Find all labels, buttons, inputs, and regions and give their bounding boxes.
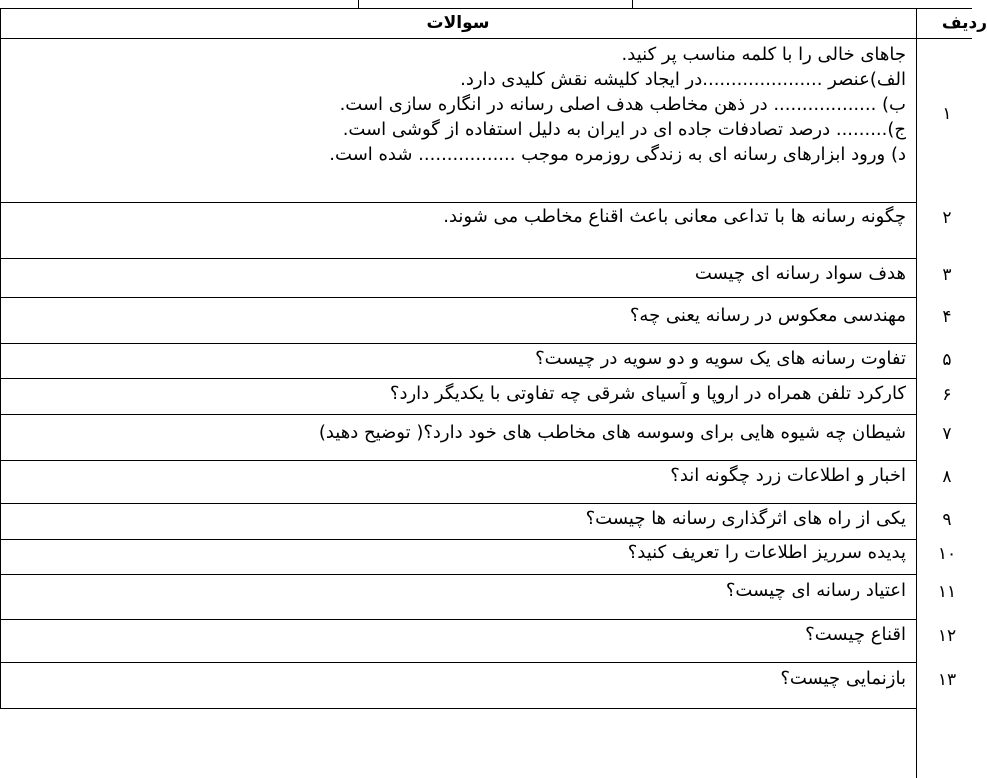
question-line: ج)......... درصد تصادفات جاده ای در ایران به دلیل استفاده از گوشی است. xyxy=(342,119,906,140)
row-border xyxy=(0,343,916,344)
row-border xyxy=(0,662,916,663)
row-number: ۱۲ xyxy=(937,626,957,646)
row-border xyxy=(0,258,916,259)
question-line: جاهای خالی را با کلمه مناسب پر کنید. xyxy=(621,44,906,65)
question-text: مهندسی معکوس در رسانه یعنی چه؟ xyxy=(629,305,906,326)
row-border xyxy=(0,460,916,461)
header-index: ردیف xyxy=(941,13,987,33)
row-border xyxy=(0,503,916,504)
row-number: ۱۰ xyxy=(937,544,957,564)
column-divider xyxy=(916,8,917,778)
question-text: اعتیاد رسانه ای چیست؟ xyxy=(725,580,906,601)
question-fill-in-blanks xyxy=(46,42,906,167)
header-bottom-border xyxy=(0,38,972,39)
row-number: ۸ xyxy=(942,467,952,487)
row-number: ۱۳ xyxy=(937,670,957,690)
row-border xyxy=(0,708,916,709)
row-number: ۶ xyxy=(942,385,952,405)
row-number: ۲ xyxy=(942,208,952,228)
question-line: الف)عنصر .....................در ایجاد کلیشه نقش کلیدی دارد. xyxy=(460,69,906,90)
row-number: ۷ xyxy=(942,424,952,444)
top-stub-line xyxy=(632,0,633,8)
question-text: تفاوت رسانه های یک سویه و دو سویه در چیست؟ xyxy=(535,348,906,369)
row-number: ۳ xyxy=(942,265,952,285)
question-text: پدیده سرریز اطلاعات را تعریف کنید؟ xyxy=(627,542,906,563)
row-border xyxy=(0,202,916,203)
question-line: د) ورود ابزارهای رسانه ای به زندگی روزمره موجب ................. شده است. xyxy=(329,144,906,165)
question-text: شیطان چه شیوه هایی برای وسوسه های مخاطب های خود دارد؟( توضیح دهید) xyxy=(318,422,906,443)
column-divider xyxy=(0,8,1,708)
row-border xyxy=(0,414,916,415)
question-text: اقناع چیست؟ xyxy=(805,624,906,645)
row-border xyxy=(0,297,916,298)
question-text: چگونه رسانه ها با تداعی معانی باعث اقناع مخاطب می شوند. xyxy=(443,206,906,227)
row-number: ۵ xyxy=(942,350,952,370)
row-number: ۱ xyxy=(942,104,952,124)
row-number: ۱۱ xyxy=(937,582,957,602)
row-border xyxy=(0,378,916,379)
question-text: یکی از راه های اثرگذاری رسانه ها چیست؟ xyxy=(585,508,906,529)
question-line: ب) .................. در ذهن مخاطب هدف اصلی رسانه در انگاره سازی است. xyxy=(339,94,906,115)
top-stub-line xyxy=(358,0,359,8)
question-text: کارکرد تلفن همراه در اروپا و آسیای شرقی چه تفاوتی با یکدیگر دارد؟ xyxy=(389,383,906,404)
row-border xyxy=(0,574,916,575)
row-number: ۹ xyxy=(942,510,952,530)
question-text: اخبار و اطلاعات زرد چگونه اند؟ xyxy=(670,465,906,486)
question-text: بازنمایی چیست؟ xyxy=(780,668,906,689)
row-number: ۴ xyxy=(942,307,952,327)
header-questions: سوالات xyxy=(426,13,490,33)
row-border xyxy=(0,619,916,620)
question-text: هدف سواد رسانه ای چیست xyxy=(694,263,906,284)
row-border xyxy=(0,539,916,540)
